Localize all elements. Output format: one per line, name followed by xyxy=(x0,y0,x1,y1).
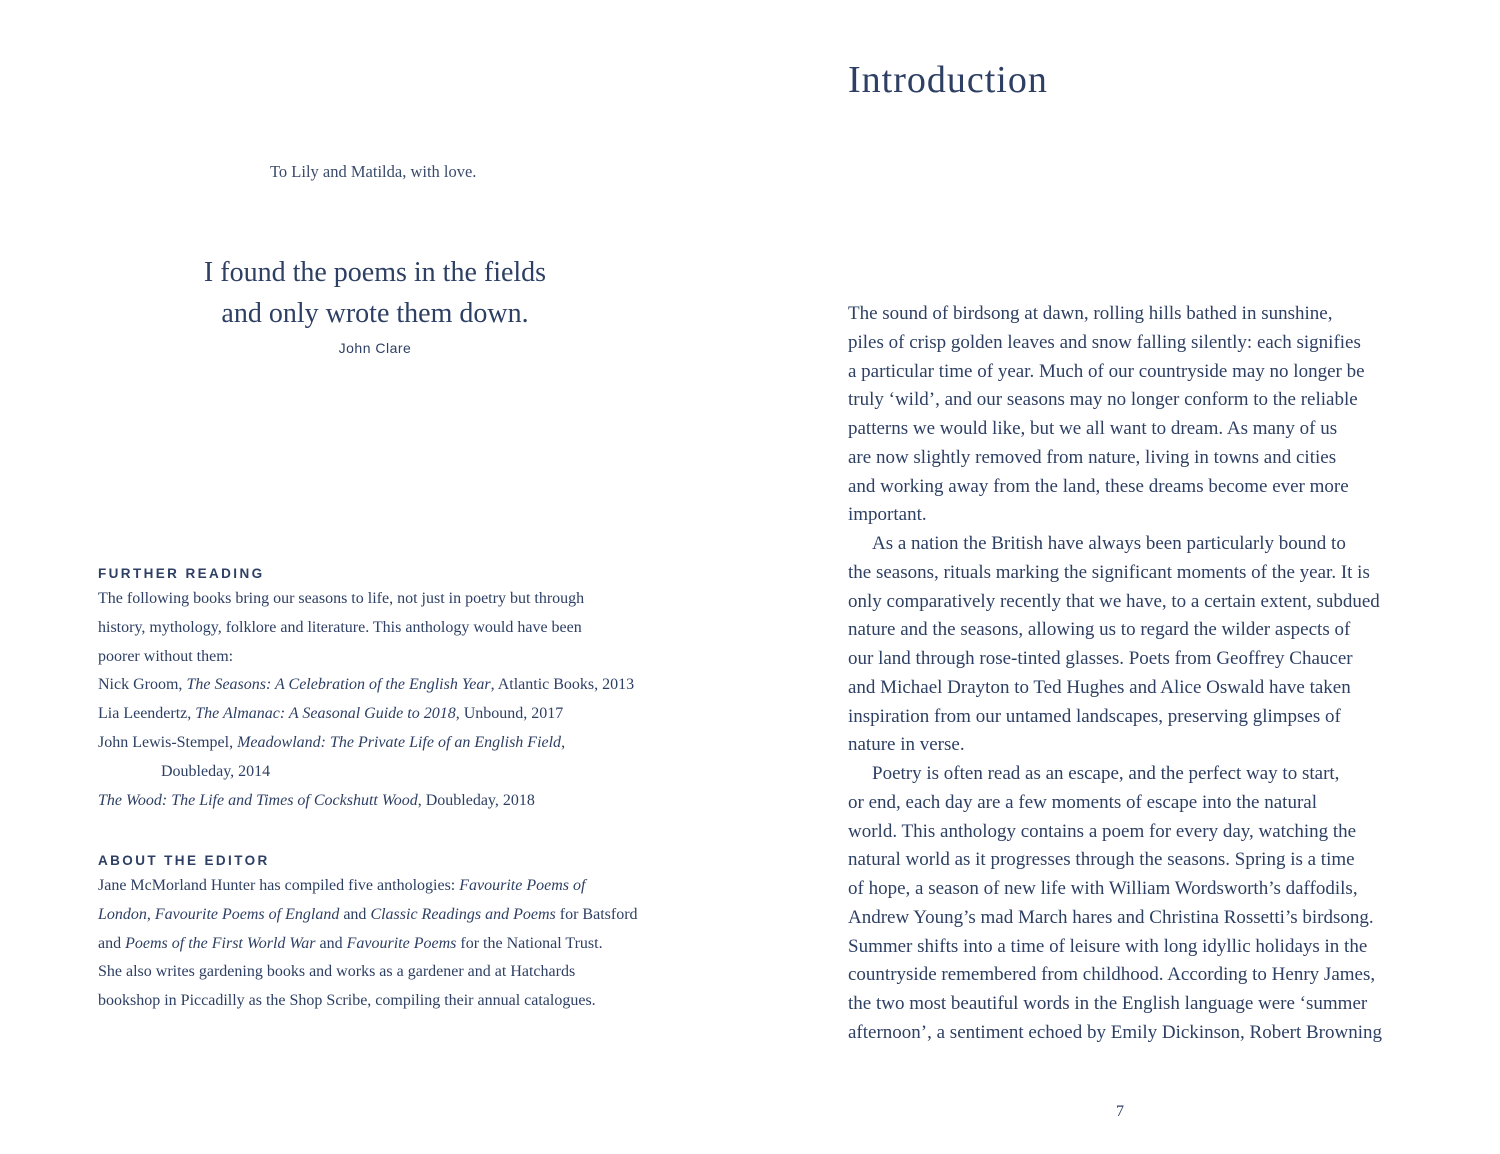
about-book-title: Favourite Poems of xyxy=(459,877,586,894)
book-entry xyxy=(98,787,658,816)
epigraph xyxy=(150,252,600,356)
about-text: , xyxy=(146,905,155,923)
about-text: for the National Trust. xyxy=(456,934,603,952)
body-text-line: truly ‘wild’, and our seasons may no longer conform to the reliable xyxy=(848,389,1358,411)
body-text-line: the seasons, rituals marking the significant moments of the year. It is xyxy=(848,561,1370,583)
section-heading: ABOUT THE EDITOR xyxy=(98,853,270,868)
body-text-line: our land through rose-tinted glasses. Poets from Geoffrey Chaucer xyxy=(848,648,1353,669)
about-editor-line xyxy=(98,901,658,930)
book-details: , Atlantic Books, 2013 xyxy=(490,676,635,694)
body-text-line: are now slightly removed from nature, living in towns and cities xyxy=(848,446,1337,468)
about-editor-line: bookshop in Piccadilly as the Shop Scribe, compiling their annual catalogues. xyxy=(98,992,596,1010)
further-reading-intro-line: poorer without them: xyxy=(98,647,234,665)
body-text-line: The sound of birdsong at dawn, rolling hills bathed in sunshine, xyxy=(848,303,1333,324)
body-text-line: afternoon’, a sentiment echoed by Emily Dickinson, Robert Browning xyxy=(848,1021,1382,1043)
body-text-line: Poetry is often read as an escape, and the perfect way to start, xyxy=(872,763,1340,784)
body-text-line: only comparatively recently that we have, to a certain extent, subdued xyxy=(848,590,1380,612)
book-title: Meadowland: The Private Life of an English Field xyxy=(237,733,562,751)
body-text-line: and working away from the land, these dreams become ever more xyxy=(848,475,1349,497)
dedication: To Lily and Matilda, with love. xyxy=(270,162,477,181)
about-text: and xyxy=(315,934,347,952)
body-text-line: of hope, a season of new life with William Wordsworth’s daffodils, xyxy=(848,878,1358,899)
book-entry xyxy=(98,729,658,758)
body-text-line: nature and the seasons, allowing us to regard the wilder aspects of xyxy=(848,619,1351,641)
body-text-line: As a nation the British have always been particularly bound to xyxy=(872,533,1346,554)
further-reading-intro-line: history, mythology, folklore and literature. This anthology would have been xyxy=(98,618,582,636)
section-heading: FURTHER READING xyxy=(98,566,265,581)
about-book-title: Classic Readings and Poems xyxy=(370,905,556,923)
about-text: for Batsford xyxy=(555,905,638,923)
about-book-title: Favourite Poems of England xyxy=(154,905,340,923)
right-page xyxy=(750,0,1500,1154)
about-book-title: London xyxy=(98,905,147,923)
book-entry-continuation: Doubleday, 2014 xyxy=(161,762,271,780)
body-text-line: Andrew Young’s mad March hares and Christina Rossetti’s birdsong. xyxy=(848,906,1374,928)
body-text-line: inspiration from our untamed landscapes, preserving glimpses of xyxy=(848,705,1341,727)
about-text: and xyxy=(339,905,371,923)
further-reading-section xyxy=(98,563,658,815)
book-title: The Wood: The Life and Times of Cockshutt Wood xyxy=(98,791,418,809)
book-title: The Almanac: A Seasonal Guide to 2018 xyxy=(195,705,456,723)
book-author: Nick Groom, xyxy=(98,676,187,694)
book-details: , Doubleday, 2018 xyxy=(417,791,535,809)
body-text-line: piles of crisp golden leaves and snow falling silently: each signifies xyxy=(848,331,1361,353)
body-text-line: a particular time of year. Much of our countryside may no longer be xyxy=(848,360,1365,382)
body-text-line: nature in verse. xyxy=(848,734,965,756)
body-text-line: important. xyxy=(848,504,927,526)
about-editor-line: She also writes gardening books and works as a gardener and at Hatchards xyxy=(98,963,576,981)
about-text: Jane McMorland Hunter has compiled five anthologies: xyxy=(98,877,460,894)
about-editor-line xyxy=(98,930,658,959)
about-editor-section xyxy=(98,850,658,1016)
about-text: and xyxy=(98,934,126,952)
page-title: Introduction xyxy=(848,59,1048,101)
body-text-line: countryside remembered from childhood. According to Henry James, xyxy=(848,964,1376,986)
book-details: , Unbound, 2017 xyxy=(455,705,564,723)
body-text-line: patterns we would like, but we all want to dream. As many of us xyxy=(848,418,1338,439)
body-text-line: Summer shifts into a time of leisure with long idyllic holidays in the xyxy=(848,935,1368,957)
about-book-title: Favourite Poems xyxy=(346,934,457,952)
body-text-line: the two most beautiful words in the English language were ‘summer xyxy=(848,993,1368,1014)
body-text-line: or end, each day are a few moments of escape into the natural xyxy=(848,791,1317,813)
body-text-line: and Michael Drayton to Ted Hughes and Alice Oswald have taken xyxy=(848,676,1351,698)
book-entry xyxy=(98,671,658,700)
about-book-title: Poems of the First World War xyxy=(125,934,316,952)
page-number: 7 xyxy=(1116,1103,1124,1120)
book-author: John Lewis-Stempel, xyxy=(98,733,238,751)
body-text-line: world. This anthology contains a poem for every day, watching the xyxy=(848,820,1357,842)
book-title: The Seasons: A Celebration of the English Year xyxy=(186,676,491,694)
epigraph-line: and only wrote them down. xyxy=(221,298,529,329)
epigraph-author: John Clare xyxy=(338,340,412,356)
book-entry xyxy=(98,700,658,729)
further-reading-intro-line: The following books bring our seasons to life, not just in poetry but through xyxy=(98,590,585,607)
body-text-line: natural world as it progresses through the seasons. Spring is a time xyxy=(848,849,1355,871)
epigraph-line: I found the poems in the fields xyxy=(203,257,547,288)
about-editor-line xyxy=(98,872,658,901)
book-details: , xyxy=(561,733,566,751)
introduction-body xyxy=(848,300,1408,1048)
book-author: Lia Leendertz, xyxy=(98,705,196,723)
